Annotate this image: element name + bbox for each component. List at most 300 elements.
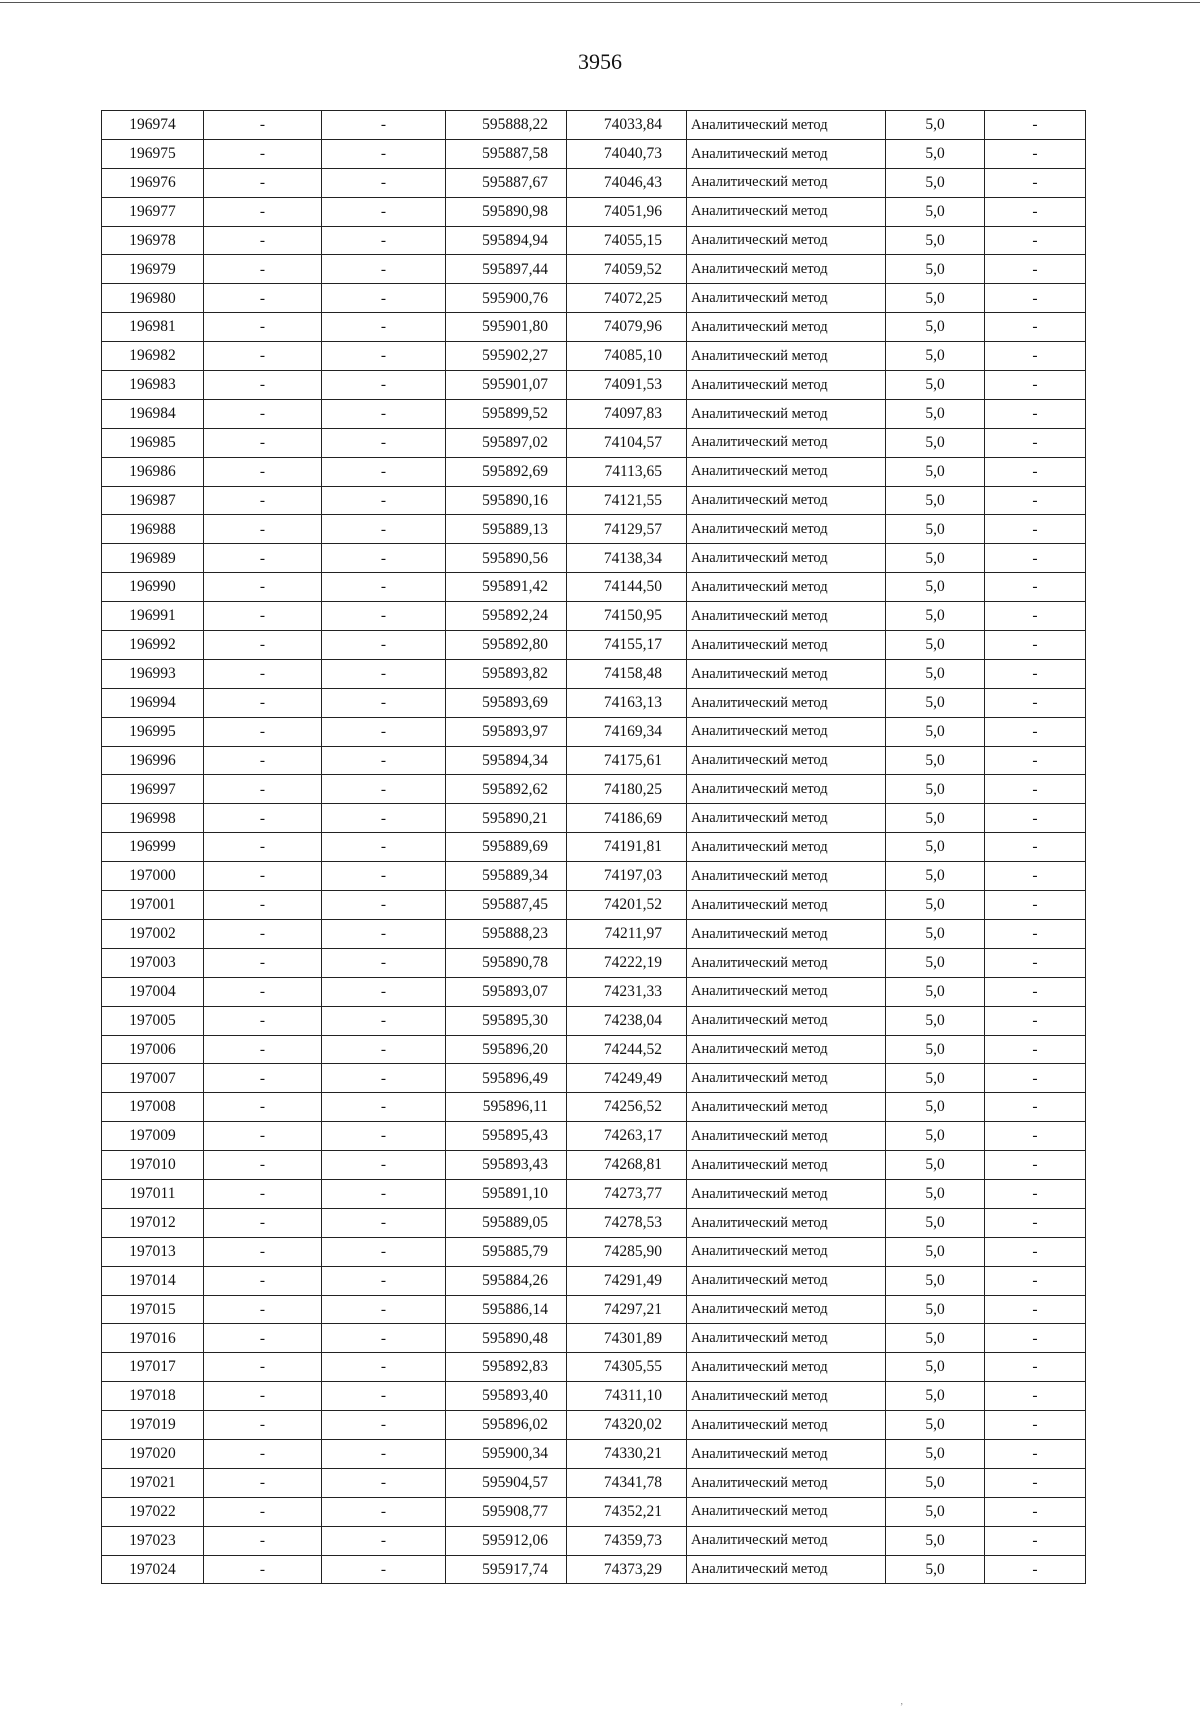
point-number-cell: 197001: [102, 891, 204, 920]
point-number-cell: 196994: [102, 688, 204, 717]
method-cell: Аналитический метод: [687, 515, 886, 544]
dash-cell: -: [985, 255, 1086, 284]
method-cell: Аналитический метод: [687, 1382, 886, 1411]
dash-cell: -: [322, 1324, 446, 1353]
dash-cell: -: [985, 1093, 1086, 1122]
table-row: [102, 1237, 1086, 1266]
dash-cell: -: [204, 977, 322, 1006]
y-coordinate-cell: 74297,21: [567, 1295, 687, 1324]
method-cell: Аналитический метод: [687, 1555, 886, 1584]
point-number-cell: 196975: [102, 139, 204, 168]
dash-cell: -: [985, 486, 1086, 515]
dash-cell: -: [204, 833, 322, 862]
y-coordinate-cell: 74359,73: [567, 1526, 687, 1555]
x-coordinate-cell: 595889,05: [446, 1208, 567, 1237]
dash-cell: -: [985, 284, 1086, 313]
accuracy-cell: 5,0: [886, 168, 985, 197]
y-coordinate-cell: 74155,17: [567, 631, 687, 660]
y-coordinate-cell: 74238,04: [567, 1006, 687, 1035]
method-cell: Аналитический метод: [687, 977, 886, 1006]
method-cell: Аналитический метод: [687, 1439, 886, 1468]
x-coordinate-cell: 595895,43: [446, 1122, 567, 1151]
accuracy-cell: 5,0: [886, 948, 985, 977]
dash-cell: -: [322, 1064, 446, 1093]
x-coordinate-cell: 595884,26: [446, 1266, 567, 1295]
dash-cell: -: [985, 1382, 1086, 1411]
table-row: [102, 1353, 1086, 1382]
point-number-cell: 197012: [102, 1208, 204, 1237]
point-number-cell: 197015: [102, 1295, 204, 1324]
dash-cell: -: [985, 457, 1086, 486]
point-number-cell: 196993: [102, 659, 204, 688]
dash-cell: -: [204, 1093, 322, 1122]
dash-cell: -: [985, 717, 1086, 746]
x-coordinate-cell: 595893,82: [446, 659, 567, 688]
dash-cell: -: [322, 1266, 446, 1295]
y-coordinate-cell: 74055,15: [567, 226, 687, 255]
dash-cell: -: [322, 977, 446, 1006]
dash-cell: -: [985, 399, 1086, 428]
method-cell: Аналитический метод: [687, 1122, 886, 1151]
y-coordinate-cell: 74263,17: [567, 1122, 687, 1151]
accuracy-cell: 5,0: [886, 977, 985, 1006]
dash-cell: -: [204, 1064, 322, 1093]
y-coordinate-cell: 74256,52: [567, 1093, 687, 1122]
x-coordinate-cell: 595889,34: [446, 862, 567, 891]
dash-cell: -: [322, 659, 446, 688]
table-row: [102, 1439, 1086, 1468]
point-number-cell: 196995: [102, 717, 204, 746]
dash-cell: -: [985, 977, 1086, 1006]
y-coordinate-cell: 74211,97: [567, 919, 687, 948]
dash-cell: -: [322, 1497, 446, 1526]
x-coordinate-cell: 595896,20: [446, 1035, 567, 1064]
dash-cell: -: [322, 486, 446, 515]
dash-cell: -: [204, 1555, 322, 1584]
dash-cell: -: [322, 1035, 446, 1064]
dash-cell: -: [985, 1035, 1086, 1064]
dash-cell: -: [322, 919, 446, 948]
y-coordinate-cell: 74373,29: [567, 1555, 687, 1584]
dash-cell: -: [204, 573, 322, 602]
table-row: [102, 313, 1086, 342]
method-cell: Аналитический метод: [687, 313, 886, 342]
dash-cell: -: [322, 1468, 446, 1497]
y-coordinate-cell: 74273,77: [567, 1179, 687, 1208]
x-coordinate-cell: 595893,97: [446, 717, 567, 746]
dash-cell: -: [985, 631, 1086, 660]
dash-cell: -: [204, 1208, 322, 1237]
method-cell: Аналитический метод: [687, 1208, 886, 1237]
y-coordinate-cell: 74186,69: [567, 804, 687, 833]
accuracy-cell: 5,0: [886, 1526, 985, 1555]
point-number-cell: 196983: [102, 371, 204, 400]
dash-cell: -: [985, 1237, 1086, 1266]
accuracy-cell: 5,0: [886, 226, 985, 255]
dash-cell: -: [204, 255, 322, 284]
dash-cell: -: [204, 1006, 322, 1035]
y-coordinate-cell: 74268,81: [567, 1151, 687, 1180]
accuracy-cell: 5,0: [886, 1295, 985, 1324]
method-cell: Аналитический метод: [687, 1468, 886, 1497]
table-row: [102, 659, 1086, 688]
dash-cell: -: [322, 1295, 446, 1324]
table-row: [102, 1093, 1086, 1122]
y-coordinate-cell: 74201,52: [567, 891, 687, 920]
y-coordinate-cell: 74341,78: [567, 1468, 687, 1497]
table-body: [102, 111, 1086, 1584]
dash-cell: -: [322, 111, 446, 140]
accuracy-cell: 5,0: [886, 486, 985, 515]
dash-cell: -: [985, 1324, 1086, 1353]
point-number-cell: 196978: [102, 226, 204, 255]
accuracy-cell: 5,0: [886, 1064, 985, 1093]
y-coordinate-cell: 74097,83: [567, 399, 687, 428]
y-coordinate-cell: 74040,73: [567, 139, 687, 168]
dash-cell: -: [204, 168, 322, 197]
method-cell: Аналитический метод: [687, 631, 886, 660]
method-cell: Аналитический метод: [687, 1237, 886, 1266]
dash-cell: -: [204, 1266, 322, 1295]
method-cell: Аналитический метод: [687, 457, 886, 486]
point-number-cell: 196979: [102, 255, 204, 284]
point-number-cell: 197006: [102, 1035, 204, 1064]
point-number-cell: 196974: [102, 111, 204, 140]
table-row: [102, 1208, 1086, 1237]
dash-cell: -: [322, 631, 446, 660]
dash-cell: -: [204, 284, 322, 313]
dash-cell: -: [204, 631, 322, 660]
accuracy-cell: 5,0: [886, 255, 985, 284]
point-number-cell: 197010: [102, 1151, 204, 1180]
point-number-cell: 196989: [102, 544, 204, 573]
table-row: [102, 775, 1086, 804]
x-coordinate-cell: 595892,69: [446, 457, 567, 486]
table-row: [102, 1497, 1086, 1526]
x-coordinate-cell: 595896,11: [446, 1093, 567, 1122]
y-coordinate-cell: 74244,52: [567, 1035, 687, 1064]
table-row: [102, 977, 1086, 1006]
table-row: [102, 891, 1086, 920]
accuracy-cell: 5,0: [886, 1179, 985, 1208]
x-coordinate-cell: 595890,21: [446, 804, 567, 833]
x-coordinate-cell: 595899,52: [446, 399, 567, 428]
dash-cell: -: [204, 1035, 322, 1064]
point-number-cell: 196990: [102, 573, 204, 602]
dash-cell: -: [204, 1295, 322, 1324]
point-number-cell: 196997: [102, 775, 204, 804]
accuracy-cell: 5,0: [886, 313, 985, 342]
dash-cell: -: [204, 1382, 322, 1411]
table-row: [102, 544, 1086, 573]
accuracy-cell: 5,0: [886, 1151, 985, 1180]
scan-artifact-mark: ʼ: [900, 1702, 904, 1713]
table-row: [102, 573, 1086, 602]
accuracy-cell: 5,0: [886, 1324, 985, 1353]
y-coordinate-cell: 74285,90: [567, 1237, 687, 1266]
method-cell: Аналитический метод: [687, 342, 886, 371]
dash-cell: -: [204, 1526, 322, 1555]
dash-cell: -: [204, 1353, 322, 1382]
accuracy-cell: 5,0: [886, 457, 985, 486]
point-number-cell: 197002: [102, 919, 204, 948]
accuracy-cell: 5,0: [886, 197, 985, 226]
y-coordinate-cell: 74352,21: [567, 1497, 687, 1526]
method-cell: Аналитический метод: [687, 1526, 886, 1555]
dash-cell: -: [322, 1122, 446, 1151]
dash-cell: -: [322, 226, 446, 255]
dash-cell: -: [204, 139, 322, 168]
dash-cell: -: [204, 111, 322, 140]
dash-cell: -: [985, 1411, 1086, 1440]
dash-cell: -: [985, 1468, 1086, 1497]
table-row: [102, 1179, 1086, 1208]
dash-cell: -: [985, 1179, 1086, 1208]
top-scan-rule: [0, 2, 1200, 3]
table-row: [102, 457, 1086, 486]
method-cell: Аналитический метод: [687, 862, 886, 891]
dash-cell: -: [985, 1353, 1086, 1382]
table-row: [102, 631, 1086, 660]
dash-cell: -: [322, 515, 446, 544]
dash-cell: -: [985, 515, 1086, 544]
dash-cell: -: [322, 544, 446, 573]
x-coordinate-cell: 595900,76: [446, 284, 567, 313]
point-number-cell: 196987: [102, 486, 204, 515]
table-row: [102, 1295, 1086, 1324]
y-coordinate-cell: 74311,10: [567, 1382, 687, 1411]
accuracy-cell: 5,0: [886, 515, 985, 544]
dash-cell: -: [322, 688, 446, 717]
dash-cell: -: [322, 1439, 446, 1468]
point-number-cell: 197003: [102, 948, 204, 977]
point-number-cell: 196998: [102, 804, 204, 833]
y-coordinate-cell: 74144,50: [567, 573, 687, 602]
dash-cell: -: [204, 342, 322, 371]
table-row: [102, 226, 1086, 255]
table-row: [102, 342, 1086, 371]
dash-cell: -: [204, 226, 322, 255]
x-coordinate-cell: 595912,06: [446, 1526, 567, 1555]
dash-cell: -: [204, 1411, 322, 1440]
x-coordinate-cell: 595893,07: [446, 977, 567, 1006]
dash-cell: -: [204, 659, 322, 688]
accuracy-cell: 5,0: [886, 891, 985, 920]
dash-cell: -: [985, 746, 1086, 775]
x-coordinate-cell: 595896,02: [446, 1411, 567, 1440]
y-coordinate-cell: 74291,49: [567, 1266, 687, 1295]
dash-cell: -: [322, 573, 446, 602]
dash-cell: -: [322, 1411, 446, 1440]
table-row: [102, 833, 1086, 862]
table-row: [102, 688, 1086, 717]
dash-cell: -: [322, 255, 446, 284]
dash-cell: -: [322, 197, 446, 226]
y-coordinate-cell: 74121,55: [567, 486, 687, 515]
table-row: [102, 1266, 1086, 1295]
y-coordinate-cell: 74129,57: [567, 515, 687, 544]
table-row: [102, 1006, 1086, 1035]
table-row: [102, 948, 1086, 977]
table-row: [102, 139, 1086, 168]
x-coordinate-cell: 595888,22: [446, 111, 567, 140]
method-cell: Аналитический метод: [687, 428, 886, 457]
dash-cell: -: [985, 111, 1086, 140]
accuracy-cell: 5,0: [886, 1468, 985, 1497]
x-coordinate-cell: 595893,40: [446, 1382, 567, 1411]
point-number-cell: 197004: [102, 977, 204, 1006]
method-cell: Аналитический метод: [687, 1324, 886, 1353]
point-number-cell: 196992: [102, 631, 204, 660]
y-coordinate-cell: 74072,25: [567, 284, 687, 313]
table-row: [102, 1468, 1086, 1497]
point-number-cell: 196996: [102, 746, 204, 775]
x-coordinate-cell: 595889,69: [446, 833, 567, 862]
x-coordinate-cell: 595894,94: [446, 226, 567, 255]
x-coordinate-cell: 595892,80: [446, 631, 567, 660]
dash-cell: -: [985, 1295, 1086, 1324]
accuracy-cell: 5,0: [886, 833, 985, 862]
dash-cell: -: [985, 1526, 1086, 1555]
dash-cell: -: [204, 1179, 322, 1208]
method-cell: Аналитический метод: [687, 486, 886, 515]
method-cell: Аналитический метод: [687, 1093, 886, 1122]
x-coordinate-cell: 595890,78: [446, 948, 567, 977]
dash-cell: -: [204, 1151, 322, 1180]
point-number-cell: 196982: [102, 342, 204, 371]
dash-cell: -: [322, 948, 446, 977]
accuracy-cell: 5,0: [886, 862, 985, 891]
table-row: [102, 515, 1086, 544]
y-coordinate-cell: 74330,21: [567, 1439, 687, 1468]
dash-cell: -: [204, 602, 322, 631]
dash-cell: -: [985, 1151, 1086, 1180]
method-cell: Аналитический метод: [687, 891, 886, 920]
accuracy-cell: 5,0: [886, 631, 985, 660]
dash-cell: -: [985, 1006, 1086, 1035]
table-row: [102, 746, 1086, 775]
table-row: [102, 862, 1086, 891]
x-coordinate-cell: 595917,74: [446, 1555, 567, 1584]
dash-cell: -: [985, 197, 1086, 226]
table-row: [102, 1122, 1086, 1151]
x-coordinate-cell: 595896,49: [446, 1064, 567, 1093]
x-coordinate-cell: 595891,10: [446, 1179, 567, 1208]
x-coordinate-cell: 595887,45: [446, 891, 567, 920]
dash-cell: -: [985, 428, 1086, 457]
dash-cell: -: [204, 1497, 322, 1526]
method-cell: Аналитический метод: [687, 1295, 886, 1324]
method-cell: Аналитический метод: [687, 717, 886, 746]
table-row: [102, 1064, 1086, 1093]
dash-cell: -: [322, 862, 446, 891]
y-coordinate-cell: 74175,61: [567, 746, 687, 775]
accuracy-cell: 5,0: [886, 1122, 985, 1151]
x-coordinate-cell: 595901,80: [446, 313, 567, 342]
table-row: [102, 804, 1086, 833]
dash-cell: -: [985, 168, 1086, 197]
dash-cell: -: [985, 1064, 1086, 1093]
accuracy-cell: 5,0: [886, 1382, 985, 1411]
x-coordinate-cell: 595888,23: [446, 919, 567, 948]
table-row: [102, 284, 1086, 313]
dash-cell: -: [985, 226, 1086, 255]
method-cell: Аналитический метод: [687, 1411, 886, 1440]
method-cell: Аналитический метод: [687, 775, 886, 804]
accuracy-cell: 5,0: [886, 746, 985, 775]
x-coordinate-cell: 595908,77: [446, 1497, 567, 1526]
accuracy-cell: 5,0: [886, 1006, 985, 1035]
y-coordinate-cell: 74169,34: [567, 717, 687, 746]
dash-cell: -: [985, 948, 1086, 977]
x-coordinate-cell: 595893,69: [446, 688, 567, 717]
dash-cell: -: [322, 746, 446, 775]
dash-cell: -: [985, 688, 1086, 717]
accuracy-cell: 5,0: [886, 111, 985, 140]
point-number-cell: 197008: [102, 1093, 204, 1122]
point-number-cell: 197013: [102, 1237, 204, 1266]
method-cell: Аналитический метод: [687, 226, 886, 255]
dash-cell: -: [204, 746, 322, 775]
accuracy-cell: 5,0: [886, 342, 985, 371]
y-coordinate-cell: 74091,53: [567, 371, 687, 400]
method-cell: Аналитический метод: [687, 919, 886, 948]
accuracy-cell: 5,0: [886, 1497, 985, 1526]
table-row: [102, 428, 1086, 457]
accuracy-cell: 5,0: [886, 284, 985, 313]
dash-cell: -: [204, 1439, 322, 1468]
dash-cell: -: [985, 659, 1086, 688]
method-cell: Аналитический метод: [687, 111, 886, 140]
table-row: [102, 255, 1086, 284]
dash-cell: -: [322, 1526, 446, 1555]
y-coordinate-cell: 74158,48: [567, 659, 687, 688]
point-number-cell: 197021: [102, 1468, 204, 1497]
x-coordinate-cell: 595894,34: [446, 746, 567, 775]
y-coordinate-cell: 74180,25: [567, 775, 687, 804]
point-number-cell: 196976: [102, 168, 204, 197]
x-coordinate-cell: 595890,48: [446, 1324, 567, 1353]
dash-cell: -: [322, 1382, 446, 1411]
accuracy-cell: 5,0: [886, 1439, 985, 1468]
y-coordinate-cell: 74222,19: [567, 948, 687, 977]
method-cell: Аналитический метод: [687, 255, 886, 284]
accuracy-cell: 5,0: [886, 717, 985, 746]
point-number-cell: 197020: [102, 1439, 204, 1468]
point-number-cell: 196977: [102, 197, 204, 226]
dash-cell: -: [204, 371, 322, 400]
y-coordinate-cell: 74301,89: [567, 1324, 687, 1353]
method-cell: Аналитический метод: [687, 833, 886, 862]
table-row: [102, 486, 1086, 515]
accuracy-cell: 5,0: [886, 1237, 985, 1266]
dash-cell: -: [204, 313, 322, 342]
dash-cell: -: [322, 371, 446, 400]
y-coordinate-cell: 74320,02: [567, 1411, 687, 1440]
point-number-cell: 196986: [102, 457, 204, 486]
point-number-cell: 196980: [102, 284, 204, 313]
method-cell: Аналитический метод: [687, 573, 886, 602]
x-coordinate-cell: 595901,07: [446, 371, 567, 400]
accuracy-cell: 5,0: [886, 804, 985, 833]
point-number-cell: 196985: [102, 428, 204, 457]
dash-cell: -: [322, 399, 446, 428]
method-cell: Аналитический метод: [687, 399, 886, 428]
point-number-cell: 197024: [102, 1555, 204, 1584]
table-row: [102, 168, 1086, 197]
point-number-cell: 197017: [102, 1353, 204, 1382]
x-coordinate-cell: 595890,16: [446, 486, 567, 515]
